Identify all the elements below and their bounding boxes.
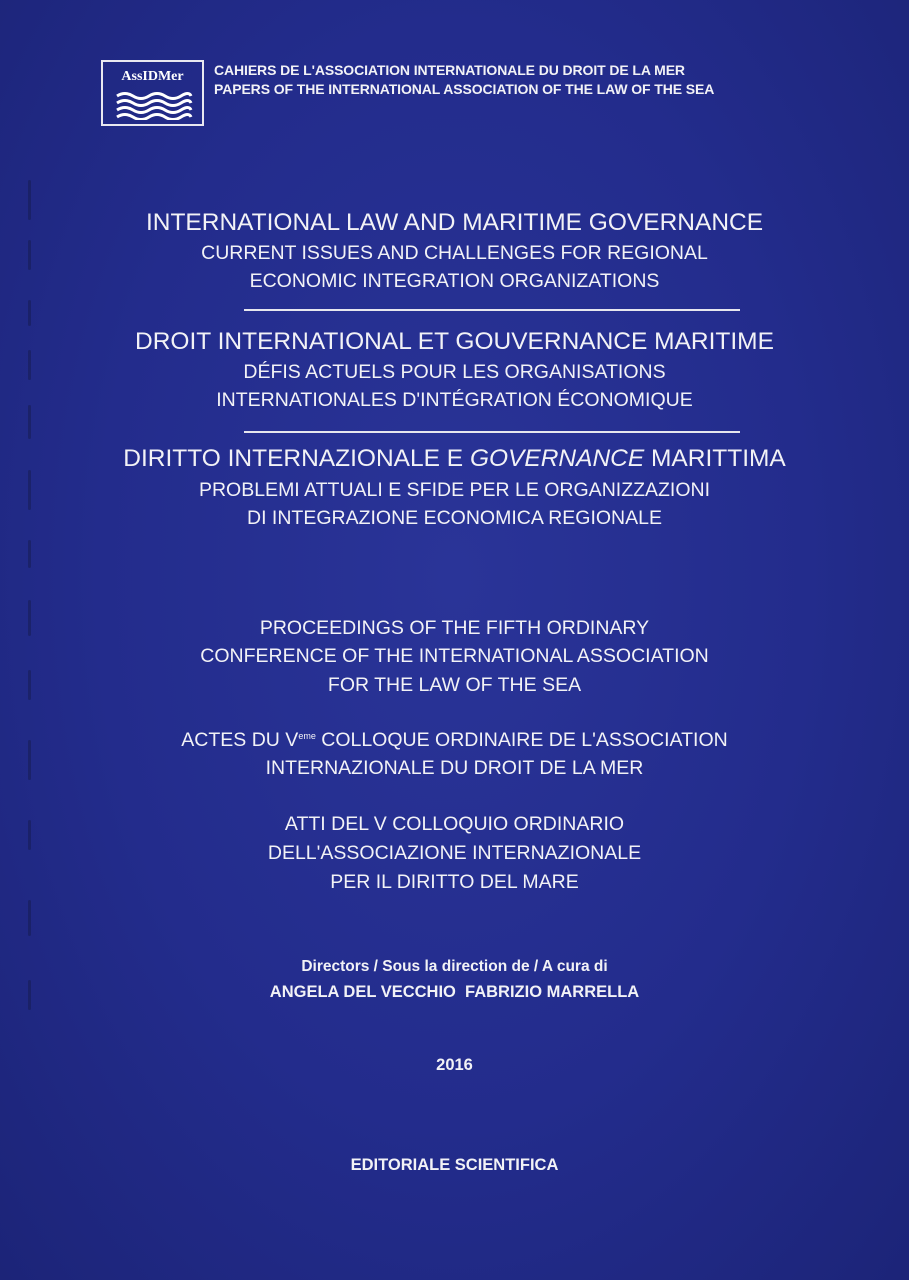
proceedings-en-3: FOR THE LAW OF THE SEA [327,674,582,696]
title-it-part-2: MARITTIMA [644,445,786,472]
series-line-en: PAPERS OF THE INTERNATIONAL ASSOCIATION OF THE LAW OF THE SEA [214,81,715,97]
proceedings-fr-1a: ACTES DU V [181,729,299,751]
editors-names: ANGELA DEL VECCHIO FABRIZIO MARRELLA [269,983,640,1001]
subtitle-it-2: DI INTEGRAZIONE ECONOMICA REGIONALE [247,507,662,529]
title-it [0,445,909,473]
waves-icon [115,90,193,120]
proceedings-fr-2: INTERNAZIONALE DU DROIT DE LA MER [265,757,644,779]
series-line-fr: CAHIERS DE L'ASSOCIATION INTERNATIONALE DU DROIT DE LA MER [214,62,685,78]
proceedings-it-2: DELL'ASSOCIAZIONE INTERNAZIONALE [267,842,642,864]
subtitle-fr-2: INTERNATIONALES D'INTÉGRATION ÉCONOMIQUE [216,389,693,411]
series-title [214,61,714,99]
subtitle-en-2: ECONOMIC INTEGRATION ORGANIZATIONS [249,270,660,292]
subtitle-it-1: PROBLEMI ATTUALI E SFIDE PER LE ORGANIZZAZIONI [198,479,711,501]
publisher: EDITORIALE SCIENTIFICA [350,1156,559,1174]
publication-year: 2016 [436,1056,473,1074]
proceedings-en-2: CONFERENCE OF THE INTERNATIONAL ASSOCIATION [200,645,709,667]
proceedings-fr-1 [0,729,909,752]
proceedings-it-1: ATTI DEL V COLLOQUIO ORDINARIO [284,813,625,835]
divider-2 [244,431,740,433]
subtitle-en-1: CURRENT ISSUES AND CHALLENGES FOR REGIONAL [201,242,708,264]
editors-label: Directors / Sous la direction de / A cura di [301,958,608,975]
proceedings-en-1: PROCEEDINGS OF THE FIFTH ORDINARY [259,617,650,639]
proceedings-it-3: PER IL DIRITTO DEL MARE [330,871,579,893]
subtitle-fr-1: DÉFIS ACTUELS POUR LES ORGANISATIONS [243,361,666,383]
title-it-part-1: DIRITTO INTERNAZIONALE E [123,445,470,472]
title-en: INTERNATIONAL LAW AND MARITIME GOVERNANCE [145,209,764,236]
logo-wordmark: AssIDMer [121,69,184,84]
title-fr: DROIT INTERNATIONAL ET GOUVERNANCE MARITIME [135,328,774,355]
association-logo [101,60,204,126]
divider-1 [244,309,740,311]
proceedings-fr-1b: COLLOQUE ORDINAIRE DE L'ASSOCIATION [315,729,728,751]
proceedings-fr-sup: eme [298,731,316,741]
title-it-italic: GOVERNANCE [469,445,645,472]
